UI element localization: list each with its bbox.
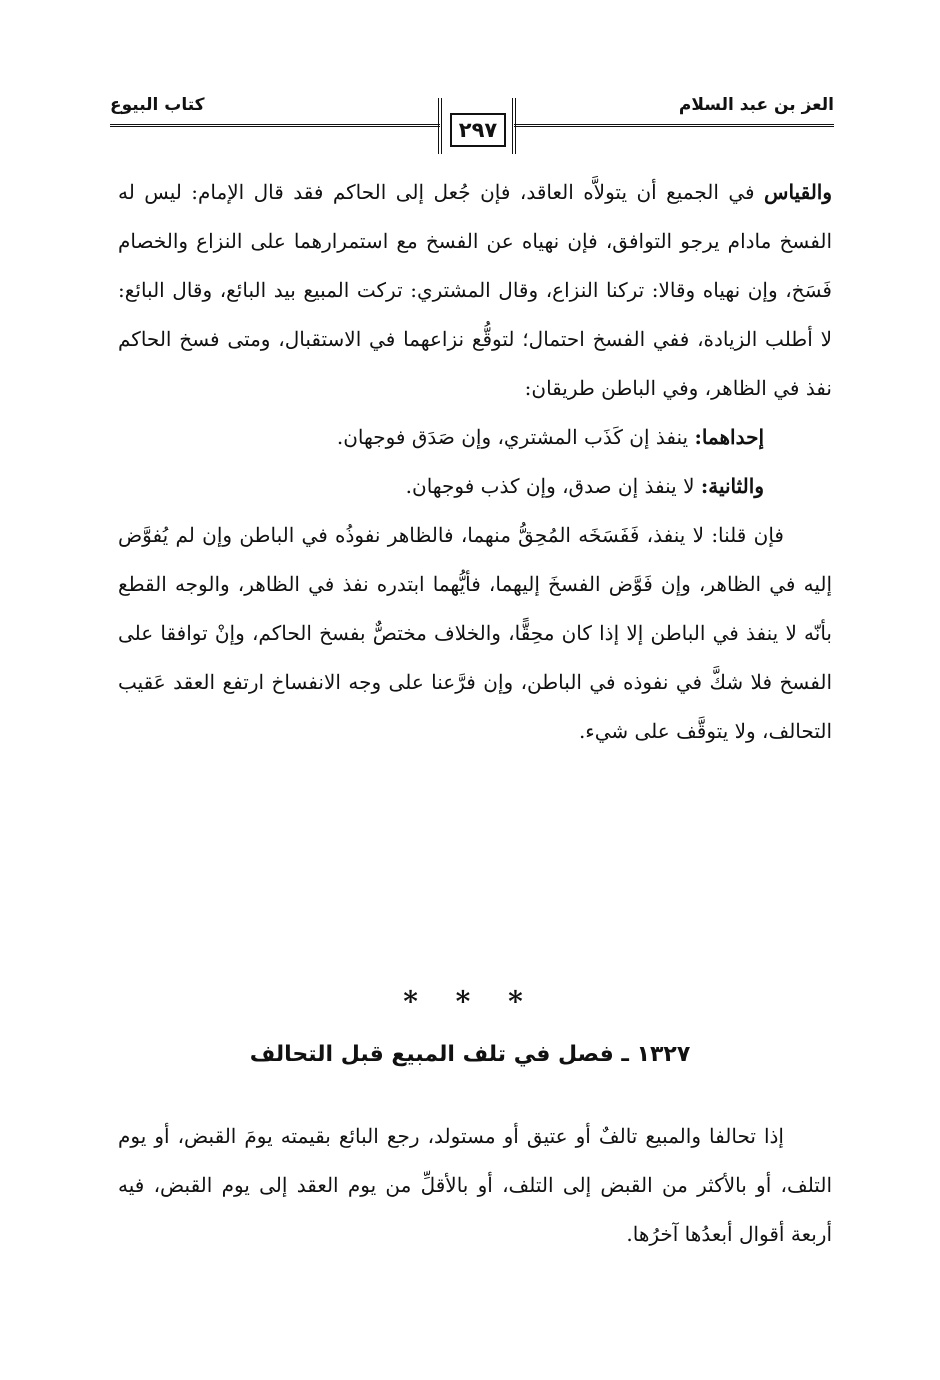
main-text <box>118 168 832 756</box>
paragraph <box>118 413 832 462</box>
paragraph-lead: والقياس <box>764 180 832 204</box>
section-heading: ١٣٢٧ ـ فصل في تلف المبيع قبل التحالف <box>249 1042 691 1067</box>
section-text-block <box>118 1112 832 1259</box>
paragraph-text: ينفذ إن كَذَب المشتري، وإن صَدَق فوجهان. <box>336 425 689 449</box>
page-number: ٢٩٧ <box>450 113 506 147</box>
running-title-book: كتاب البيوع <box>110 95 205 115</box>
paragraph <box>118 1112 832 1259</box>
paragraph <box>118 168 832 413</box>
paragraph <box>118 511 832 756</box>
running-title-author: العز بن عبد السلام <box>678 95 834 115</box>
header-rule-left <box>110 124 440 127</box>
paragraph <box>118 462 832 511</box>
section-separator: * * * <box>403 985 537 1018</box>
paragraph-text: إذا تحالفا والمبيع تالفٌ أو عتيق أو مستولد، رجع البائع بقيمته يومَ القبض، أو يوم التلف، أو بالأكثر من القبض إلى التلف، أو بالأقلِّ من يوم العقد إلى يوم القبض، فيه أربعة أقوال أبعدُها آخرُها. <box>118 1124 832 1246</box>
paragraph-lead: والثانية: <box>700 474 764 498</box>
paragraph-text: فإن قلنا: لا ينفذ، فَفَسَخَه المُحِقُّ منهما، فالظاهر نفوذُه في الباطن وإن لم يُفوَّض إليه في الظاهر، وإن فَوَّض الفسخَ إليهما، فأيُّهما ابتدره نفذ في الظاهر، والوجه القطع بأنّه لا ينفذ في الباطن إلا إذا كان محِقًّا، والخلاف مختصٌّ بفسخ الحاكم، وإنْ توافقا على الفسخ فلا شكَّ في نفوذه في الباطن، وإن فرَّعنا على وجه الانفساخ ارتفع العقد عَقيب التحالف، ولا يتوقَّف على شيء. <box>118 523 832 743</box>
paragraph-text: في الجميع أن يتولاَّه العاقد، فإن جُعل إلى الحاكم فقد قال الإمام: ليس له الفسخ مادام يرجو التوافق، فإن نهياه عن الفسخ مع استمرارهما على النزاع والخصام فَسَخ، وإن نهياه وقالا: تركنا النزاع، وقال المشتري: تركت المبيع بيد البائع، وقال البائع: لا أطلب الزيادة، ففي الفسخ احتمال؛ لتوقُّع نزاعهما في الاستقبال، ومتى فسخ الحاكم نفذ في الظاهر، وفي الباطن طريقان: <box>118 180 832 400</box>
header-rule-right <box>514 124 834 127</box>
paragraph-text: لا ينفذ إن صدق، وإن كذب فوجهان. <box>405 474 695 498</box>
paragraph-lead: إحداهما: <box>694 425 764 449</box>
